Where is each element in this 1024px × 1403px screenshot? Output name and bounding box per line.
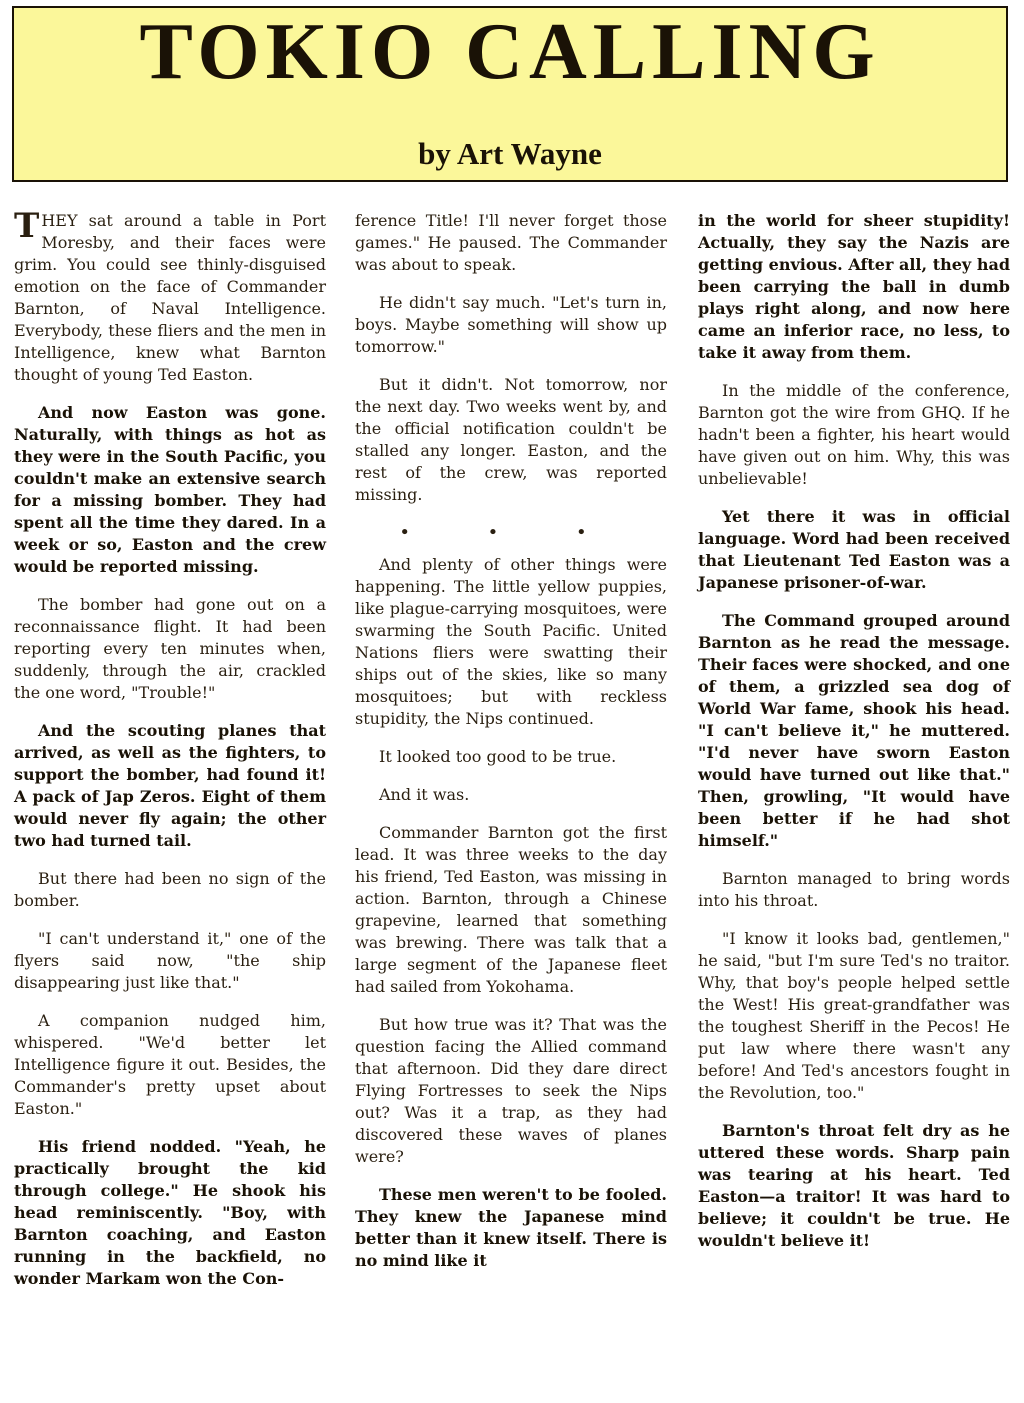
paragraph: The bomber had gone out on a reconnaissance flight. It had been reporting every ten minutes when, suddenly, through the air, crackled the one word, "Trouble!" [14,595,326,702]
paragraph: Commander Barnton got the first lead. It was three weeks to the day his friend, Ted Easton, was missing in action. Barnton, through a Chinese grapevine, learned that something was brewing. There was talk that a large segment of the Japanese fleet had sailed from Yokohama. [355,823,667,996]
text-column-1 [14,206,326,1306]
paragraph: And the scouting planes that arrived, as well as the fighters, to support the bomber, had found it! A pack of Jap Zeros. Eight of them would never fly again; the other two had turned tail. [14,721,326,850]
paragraph: It looked too good to be true. [379,747,617,766]
paragraph: And it was. [379,785,470,804]
paragraph: But how true was it? That was the question facing the Allied command that afternoon. Did they dare direct Flying Fortresses to seek the Nips out? Was it a trap, as they had discovered these waves of planes were? [355,1015,667,1166]
paragraph: And plenty of other things were happening. The little yellow puppies, like plague-carrying mosquitoes, were swarming the South Pacific. United Nations fliers were swatting their ships out of the skies, like so many mosquitoes; but with reckless stupidity, the Nips continued. [355,555,667,728]
paragraph: His friend nodded. "Yeah, he practically brought the kid through college." He shook his head reminiscently. "Boy, with Barnton coaching, and Easton running in the backfield, no wonder Markam won the Con- [14,1137,326,1288]
paragraph: Barnton managed to bring words into his throat. [698,869,1010,910]
paragraph: A companion nudged him, whispered. "We'd better let Intelligence figure it out. Besides, the Commander's pretty upset about Easton." [14,1011,326,1118]
paragraph: These men weren't to be fooled. They knew the Japanese mind better than it knew itself. There is no mind like it [355,1185,667,1270]
paragraph: Yet there it was in official language. Word had been received that Lieutenant Ted Easton was a Japanese prisoner-of-war. [698,507,1010,592]
paragraph: In the middle of the conference, Barnton got the wire from GHQ. If he hadn't been a fighter, his heart would have given out on him. Why, this was unbelievable! [698,381,1010,488]
paragraph [14,206,326,386]
section-separator: • • • [399,522,623,543]
paragraph: "I can't understand it," one of the flyers said now, "the ship disappearing just like that." [14,929,326,992]
byline: by Art Wayne [418,136,602,171]
drop-cap: T [14,206,40,246]
story-title: TOKIO CALLING [139,8,881,96]
paragraph: Barnton's throat felt dry as he uttered these words. Sharp pain was tearing at his heart. Ted Easton—a traitor! It was hard to believe; it couldn't be true. He wouldn't believe it! [698,1121,1010,1250]
paragraph: And now Easton was gone. Naturally, with things as hot as they were in the South Pacific, you couldn't make an extensive search for a missing bomber. They had spent all the time they dared. In a week or so, Easton and the crew would be reported missing. [14,403,326,576]
paragraph: in the world for sheer stupidity! Actually, they say the Nazis are getting envious. After all, they had been carrying the ball in dumb plays right along, and now here came an inferior race, no less, to take it away from them. [698,211,1010,362]
text-column-2 [355,210,667,1288]
title-box [12,6,1008,182]
paragraph-text: HEY sat around a table in Port Moresby, and their faces were grim. You could see thinly-disguised emotion on the face of Commander Barnton, of Naval Intelligence. Everybody, these fliers and the men in Intelligence, knew what Barnton thought of young Ted Easton. [14,211,326,384]
paragraph: The Command grouped around Barnton as he read the message. Their faces were shocked, and one of them, a grizzled sea dog of World War fame, shook his head. "I can't believe it," he muttered. "I'd never have sworn Easton would have turned out like that." Then, growling, "It would have been better if he had shot himself." [698,611,1010,850]
paragraph: ference Title! I'll never forget those games." He paused. The Commander was about to speak. [355,211,667,274]
paragraph: But there had been no sign of the bomber. [14,869,326,910]
paragraph: "I know it looks bad, gentlemen," he said, "but I'm sure Ted's no traitor. Why, that boy's people helped settle the West! His great-grandfather was the toughest Sheriff in the Pecos! He put law where there wasn't any before! And Ted's ancestors fought in the Revolution, too." [698,929,1010,1102]
paragraph: But it didn't. Not tomorrow, nor the next day. Two weeks went by, and the official notification couldn't be stalled any longer. Easton, and the rest of the crew, was reported missing. [355,375,667,504]
text-column-3 [698,210,1010,1268]
paragraph: He didn't say much. "Let's turn in, boys. Maybe something will show up tomorrow." [355,293,667,356]
